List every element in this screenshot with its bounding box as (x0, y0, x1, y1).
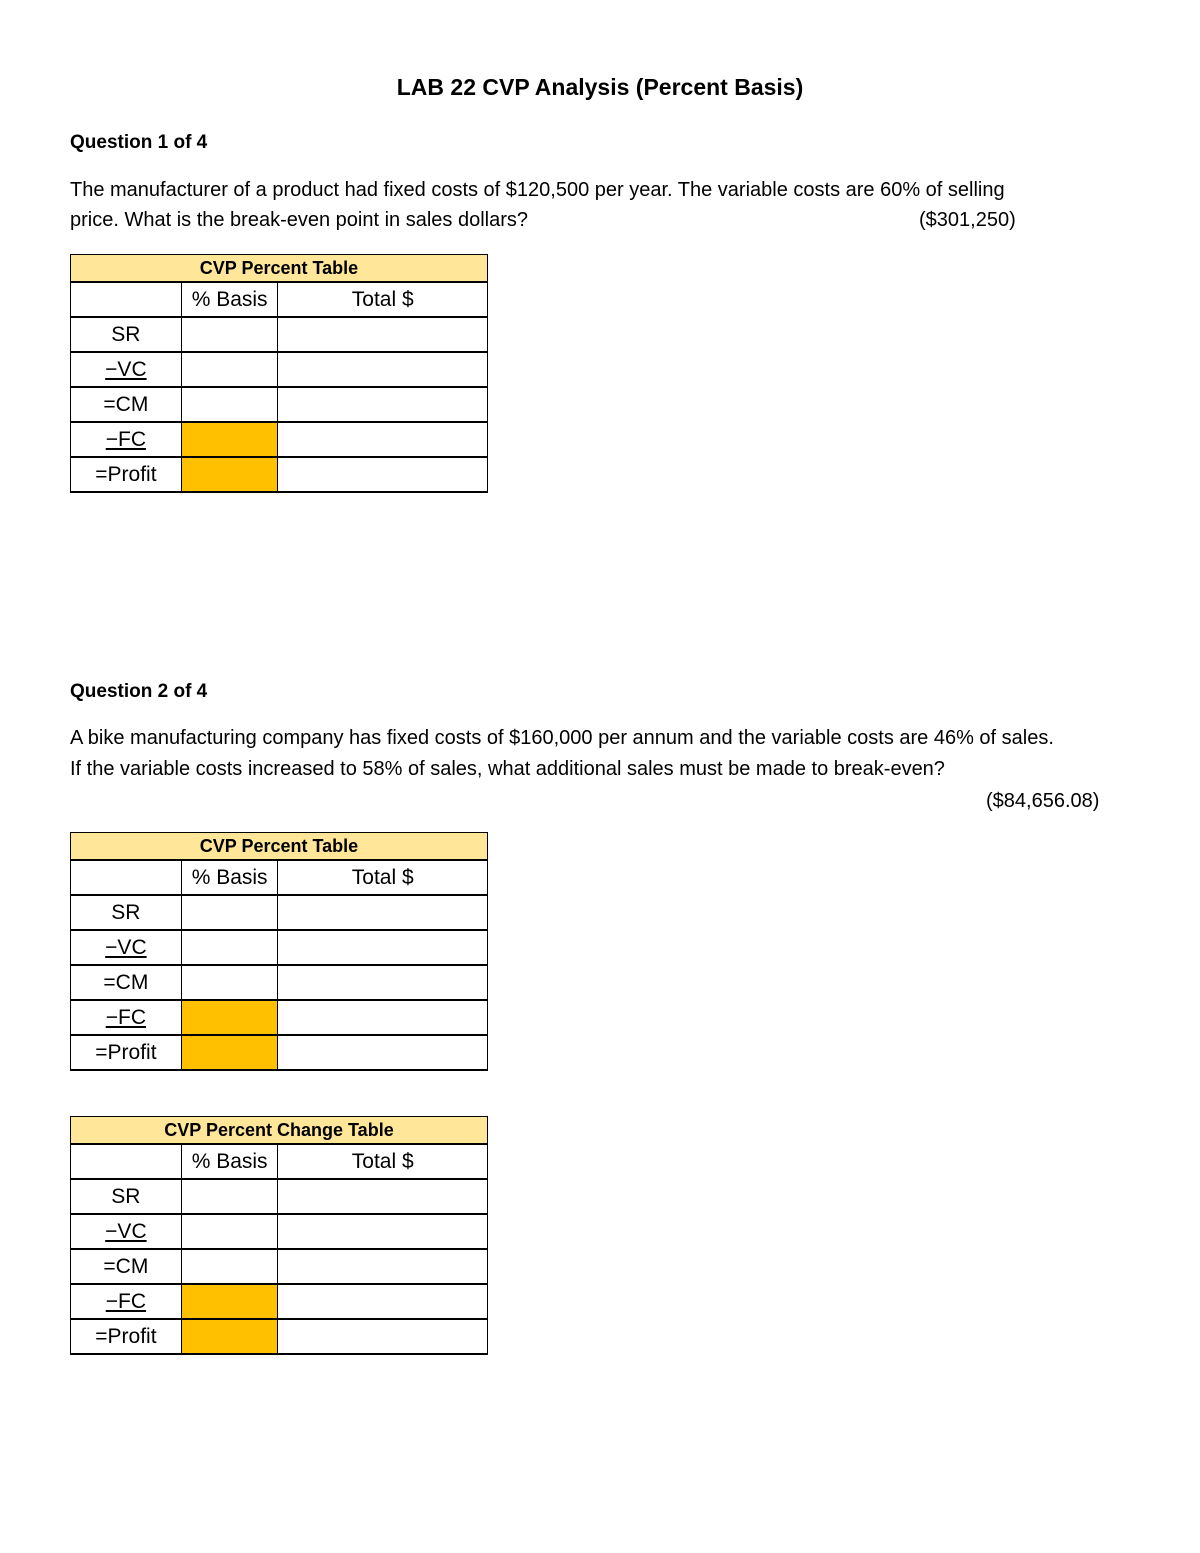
cell-cm-total[interactable] (278, 387, 488, 422)
cell-sr-basis[interactable] (181, 1179, 278, 1214)
cell-vc-basis[interactable] (181, 930, 278, 965)
empty-header-cell (71, 860, 182, 895)
cell-profit-basis-shaded (181, 457, 278, 492)
cell-cm-basis[interactable] (181, 1249, 278, 1284)
column-header-total: Total $ (278, 860, 488, 895)
row-label-vc (71, 352, 182, 387)
cell-cm-total[interactable] (278, 965, 488, 1000)
cell-vc-total[interactable] (278, 1214, 488, 1249)
cell-profit-basis-shaded (181, 1035, 278, 1070)
cell-sr-total[interactable] (278, 1179, 488, 1214)
column-header-basis: % Basis (181, 860, 278, 895)
question-1-text-line-2: price. What is the break-even point in sales dollars? (70, 209, 529, 231)
cell-sr-basis[interactable] (181, 895, 278, 930)
question-1-text-line-1: The manufacturer of a product had fixed costs of $120,500 per year. The variable costs are 60% of selling (70, 179, 1005, 201)
cell-fc-basis-shaded (181, 1284, 278, 1319)
cell-fc-total[interactable] (278, 1284, 488, 1319)
cell-profit-total[interactable] (278, 457, 488, 492)
row-label-vc-text: −VC (105, 935, 147, 959)
cell-fc-basis-shaded (181, 1000, 278, 1035)
cvp-percent-change-table (70, 1116, 488, 1355)
cell-sr-total[interactable] (278, 895, 488, 930)
cvp-percent-table-1 (70, 254, 488, 493)
column-header-total: Total $ (278, 282, 488, 317)
row-label-profit: =Profit (71, 1035, 182, 1070)
row-label-fc (71, 1284, 182, 1319)
row-label-fc (71, 422, 182, 457)
cell-vc-basis[interactable] (181, 352, 278, 387)
cell-cm-basis[interactable] (181, 387, 278, 422)
cell-sr-total[interactable] (278, 317, 488, 352)
cell-vc-total[interactable] (278, 352, 488, 387)
row-label-sr: SR (71, 1179, 182, 1214)
row-label-fc-text: −FC (105, 1289, 147, 1313)
row-label-fc-text: −FC (105, 1005, 147, 1029)
column-header-total: Total $ (278, 1144, 488, 1179)
row-label-sr: SR (71, 895, 182, 930)
question-2-text-line-2: If the variable costs increased to 58% of sales, what additional sales must be made to break-even? (70, 758, 945, 780)
table-title: CVP Percent Change Table (71, 1117, 488, 1145)
row-label-profit: =Profit (71, 457, 182, 492)
row-label-profit: =Profit (71, 1319, 182, 1354)
row-label-cm: =CM (71, 1249, 182, 1284)
column-header-basis: % Basis (181, 282, 278, 317)
row-label-fc-text: −FC (105, 427, 147, 451)
cvp-percent-table-2 (70, 832, 488, 1071)
question-1-heading: Question 1 of 4 (70, 132, 208, 153)
table-title: CVP Percent Table (71, 255, 488, 283)
question-2-heading: Question 2 of 4 (70, 681, 208, 702)
question-2-text-line-1: A bike manufacturing company has fixed costs of $160,000 per annum and the variable costs are 46% of sales. (70, 727, 1054, 749)
empty-header-cell (71, 282, 182, 317)
row-label-vc-text: −VC (105, 1219, 147, 1243)
cell-cm-total[interactable] (278, 1249, 488, 1284)
question-1-answer: ($301,250) (919, 209, 1016, 231)
question-2-answer: ($84,656.08) (986, 790, 1100, 812)
cell-vc-basis[interactable] (181, 1214, 278, 1249)
table-title: CVP Percent Table (71, 833, 488, 861)
row-label-cm: =CM (71, 387, 182, 422)
cell-profit-total[interactable] (278, 1035, 488, 1070)
column-header-basis: % Basis (181, 1144, 278, 1179)
cell-vc-total[interactable] (278, 930, 488, 965)
cell-fc-basis-shaded (181, 422, 278, 457)
page-title: LAB 22 CVP Analysis (Percent Basis) (396, 74, 804, 100)
cell-fc-total[interactable] (278, 1000, 488, 1035)
cell-cm-basis[interactable] (181, 965, 278, 1000)
cell-sr-basis[interactable] (181, 317, 278, 352)
row-label-vc (71, 930, 182, 965)
row-label-vc (71, 1214, 182, 1249)
row-label-sr: SR (71, 317, 182, 352)
cell-fc-total[interactable] (278, 422, 488, 457)
row-label-cm: =CM (71, 965, 182, 1000)
cell-profit-basis-shaded (181, 1319, 278, 1354)
row-label-fc (71, 1000, 182, 1035)
empty-header-cell (71, 1144, 182, 1179)
cell-profit-total[interactable] (278, 1319, 488, 1354)
row-label-vc-text: −VC (105, 357, 147, 381)
